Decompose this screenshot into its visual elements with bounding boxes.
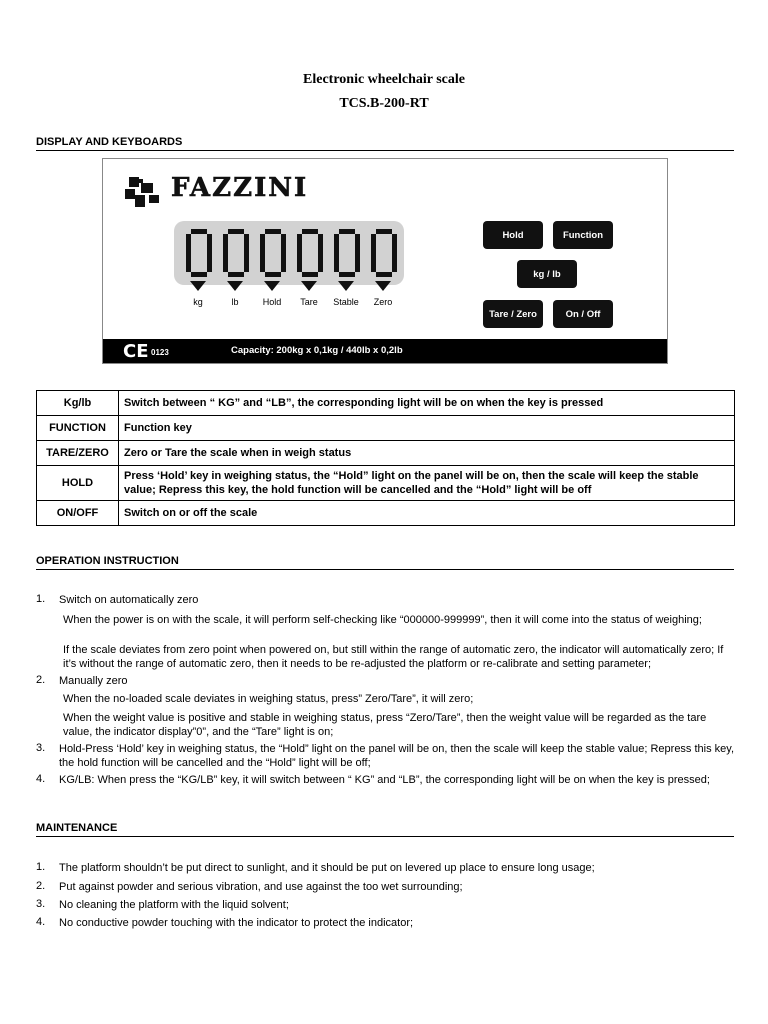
table-row	[37, 501, 735, 526]
capacity-label: Capacity: 200kg x 0,1kg / 440lb x 0,2lb	[231, 345, 403, 356]
lcd-digit-segment	[223, 234, 228, 253]
key-name-cell: FUNCTION	[37, 416, 119, 441]
table-row	[37, 441, 735, 466]
list-item: Manually zero	[59, 675, 128, 687]
lcd-digit-segment	[302, 272, 318, 277]
indicator-label: kg	[193, 297, 203, 307]
lcd-digit-segment	[318, 253, 323, 272]
lcd-digit-segment	[302, 229, 318, 234]
on-off-key: On / Off	[553, 300, 613, 328]
lcd-digit-segment	[265, 229, 281, 234]
key-description-cell: Press ‘Hold’ key in weighing status, the “Hold” light on the panel will be on, then the scale will keep the stable value; Repress this key, the hold function will be cancelled and the “Hold” light will be off	[119, 466, 735, 501]
indicator-arrow-icon	[227, 281, 243, 291]
lcd-digit-segment	[207, 234, 212, 253]
indicator-label: Hold	[262, 297, 282, 307]
lcd-digit-segment	[392, 234, 397, 253]
lcd-digit-segment	[339, 272, 355, 277]
list-item: KG/LB: When press the “KG/LB” key, it will switch between “ KG” and “LB”, the corresponding light will be on when the key is pressed;	[59, 774, 710, 786]
lcd-digit-segment	[244, 234, 249, 253]
document-title: Electronic wheelchair scale	[303, 72, 465, 87]
indicator-label: Zero	[373, 297, 393, 307]
key-name-cell: HOLD	[37, 466, 119, 501]
lcd-digit-segment	[281, 253, 286, 272]
lcd-display	[174, 221, 404, 285]
lcd-digit-segment	[191, 272, 207, 277]
model-number: TCS.B-200-RT	[339, 96, 429, 111]
lcd-digit-segment	[376, 272, 392, 277]
lcd-digit-segment	[186, 234, 191, 253]
list-item: Put against powder and serious vibration, and use against the too wet surrounding;	[59, 881, 463, 893]
hold-key: Hold	[483, 221, 543, 249]
key-description-cell: Zero or Tare the scale when in weigh status	[119, 441, 735, 466]
lcd-digit-segment	[207, 253, 212, 272]
key-name-cell: ON/OFF	[37, 501, 119, 526]
lcd-digit-segment	[376, 229, 392, 234]
kg-lb-key: kg / lb	[517, 260, 577, 288]
list-number: 3.	[36, 742, 46, 754]
list-number: 3.	[36, 898, 46, 910]
indicator-arrow-icon	[375, 281, 391, 291]
tare-zero-key: Tare / Zero	[483, 300, 543, 328]
table-row	[37, 391, 735, 416]
key-description-cell: Switch on or off the scale	[119, 501, 735, 526]
lcd-digit-segment	[191, 229, 207, 234]
table-row	[37, 416, 735, 441]
lcd-digit-segment	[355, 234, 360, 253]
list-item: When the power is on with the scale, it will perform self-checking like “000000-999999”, then it will come into the status of weighing;	[63, 614, 702, 626]
lcd-readout	[174, 221, 404, 285]
indicator-arrow-icon	[301, 281, 317, 291]
list-item: If the scale deviates from zero point when powered on, but still within the range of automatic zero, the indicator will automatically zero; If it’s without the range of automatic zero, then it needs to be re-adjusted the platform or re-calibrate and setting parameter;	[63, 644, 724, 670]
indicator-label: Tare	[300, 297, 318, 307]
lcd-digit-segment	[265, 272, 281, 277]
maintenance-section-heading: MAINTENANCE	[36, 822, 734, 837]
function-key: Function	[553, 221, 613, 249]
list-item: No cleaning the platform with the liquid solvent;	[59, 899, 289, 911]
brand-logo-text: FAZZINI	[171, 173, 309, 203]
list-item: Switch on automatically zero	[59, 594, 199, 606]
list-item: When the no-loaded scale deviates in weighing status, press” Zero/Tare”, it will zero;	[63, 693, 474, 705]
table-row	[37, 466, 735, 501]
panel-footer-bar	[103, 339, 667, 363]
list-number: 4.	[36, 916, 46, 928]
indicator-arrows	[174, 281, 404, 295]
ce-mark: CE	[123, 341, 149, 362]
ce-number: 0123	[151, 348, 169, 357]
indicator-arrow-icon	[190, 281, 206, 291]
list-item: When the weight value is positive and stable in weighing status, press “Zero/Tare”, then the weight value will be regarded as the tare value, the indicator display”0”, and the “Tare” light is on;	[63, 712, 707, 738]
lcd-digit-segment	[297, 234, 302, 253]
lcd-digit-segment	[339, 229, 355, 234]
display-section-heading: DISPLAY AND KEYBOARDS	[36, 136, 734, 151]
lcd-digit-segment	[334, 234, 339, 253]
key-function-table	[36, 390, 735, 526]
key-description-cell: Function key	[119, 416, 735, 441]
lcd-digit-segment	[355, 253, 360, 272]
lcd-digit-segment	[228, 229, 244, 234]
list-item: The platform shouldn’t be put direct to sunlight, and it should be put on levered up place to ensure long usage;	[59, 862, 595, 874]
lcd-digit-segment	[334, 253, 339, 272]
indicator-arrow-icon	[264, 281, 280, 291]
lcd-digit-segment	[260, 234, 265, 253]
list-number: 1.	[36, 593, 46, 605]
list-number: 4.	[36, 773, 46, 785]
lcd-digit-segment	[297, 253, 302, 272]
lcd-digit-segment	[223, 253, 228, 272]
fazzini-logo-icon	[125, 175, 161, 209]
list-item: No conductive powder touching with the indicator to protect the indicator;	[59, 917, 414, 929]
lcd-digit-segment	[318, 234, 323, 253]
list-item: Hold-Press ‘Hold’ key in weighing status, the “Hold” light on the panel will be on, then the scale will keep the stable value; Repress this key, the hold function will be cancelled and the “Hold” light will be off;	[59, 743, 735, 769]
indicator-panel-illustration	[102, 158, 668, 364]
indicator-label: Stable	[333, 297, 359, 307]
lcd-digit-segment	[260, 253, 265, 272]
list-number: 2.	[36, 880, 46, 892]
list-number: 2.	[36, 674, 46, 686]
lcd-digit-segment	[371, 253, 376, 272]
lcd-digit-segment	[244, 253, 249, 272]
list-number: 1.	[36, 861, 46, 873]
lcd-digit-segment	[281, 234, 286, 253]
key-name-cell: TARE/ZERO	[37, 441, 119, 466]
lcd-digit-segment	[371, 234, 376, 253]
lcd-digit-segment	[228, 272, 244, 277]
key-name-cell: Kg/lb	[37, 391, 119, 416]
indicator-label: lb	[231, 297, 239, 307]
key-description-cell: Switch between “ KG” and “LB”, the corresponding light will be on when the key is pressed	[119, 391, 735, 416]
lcd-digit-segment	[186, 253, 191, 272]
lcd-digit-segment	[392, 253, 397, 272]
indicator-arrow-icon	[338, 281, 354, 291]
operation-section-heading: OPERATION INSTRUCTION	[36, 555, 734, 570]
